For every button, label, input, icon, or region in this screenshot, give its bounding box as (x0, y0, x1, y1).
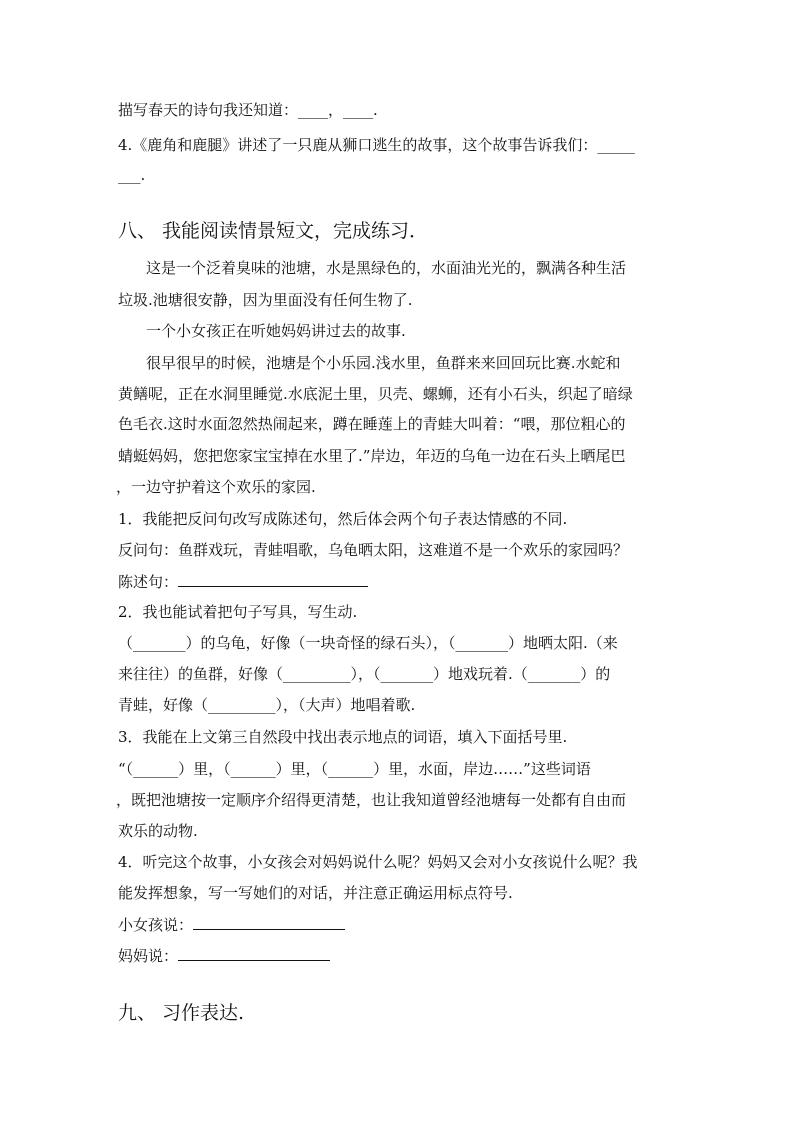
q3-line-3: 欢乐的动物. (118, 822, 198, 840)
passage-line-6: 色毛衣.这时水面忽然热闹起来，蹲在睡莲上的青蛙大叫着：“喂，那位粗心的 (118, 415, 626, 433)
passage-line-4: 很早很早的时候，池塘是个小乐园.浅水里，鱼群来来回回玩比赛.水蛇和 (146, 354, 621, 372)
q2-line-3: 青蛙，好像（_________），（大声）地唱着歌. (118, 696, 416, 714)
section-8-heading: 八、 我能阅读情景短文，完成练习． (118, 220, 429, 242)
section-9-heading: 九、 习作表达. (118, 1002, 245, 1024)
q4-girl (118, 914, 345, 935)
q3-title: 3．我能在上文第三自然段中找出表示地点的词语，填入下面括号里. (118, 728, 568, 746)
q3-line-1: “（______）里，（______）里，（______）里，水面，岸边……”这些词语 (118, 760, 591, 778)
q1-title: 1．我能把反问句改写成陈述句，然后体会两个句子表达情感的不同. (118, 510, 568, 528)
passage-line-1: 这是一个泛着臭味的池塘，水是黑绿色的，水面油光光的，飘满各种生活 (146, 259, 627, 277)
q2-title: 2．我也能试着把句子写具，写生动. (118, 603, 358, 621)
q3-line-2: ，既把池塘按一定顺序介绍得更清楚，也让我知道曾经池塘每一处都有自由而 (116, 791, 627, 809)
q2-line-1: （_______）的乌龟，好像（一块奇怪的绿石头），（_______）地晒太阳.（来 (118, 634, 618, 652)
q4-mom (118, 945, 330, 966)
q1-rhetorical: 反问句：鱼群戏玩，青蛙唱歌，乌龟晒太阳，这难道不是一个欢乐的家园吗？ (118, 541, 629, 559)
question-4-deer: 4.《鹿角和鹿腿》讲述了一只鹿从狮口逃生的故事，这个故事告诉我们：_____ (118, 136, 635, 154)
q1-statement (118, 571, 368, 592)
q4-mom-blank[interactable] (178, 945, 330, 961)
q4-mom-label: 妈妈说： (118, 947, 179, 965)
q2-line-2: 来往往）的鱼群，好像（_________），（_______）地戏玩着.（_______）的 (118, 665, 611, 683)
passage-line-7: 蜻蜓妈妈，您把您家宝宝掉在水里了.”岸边，年迈的乌龟一边在石头上晒尾巴 (118, 447, 626, 465)
passage-line-3: 一个小女孩正在听她妈妈讲过去的故事. (146, 322, 406, 340)
q4-girl-label: 小女孩说： (118, 916, 194, 934)
passage-line-5: 黄鳝呢，正在水洞里睡觉.水底泥土里，贝壳、螺蛳，还有小石头，织起了暗绿 (118, 385, 633, 403)
question-4-deer-cont: ___. (118, 166, 146, 184)
passage-line-8: ，一边守护着这个欢乐的家园. (116, 478, 316, 496)
q1-statement-label: 陈述句： (118, 573, 179, 591)
q4-line-2: 能发挥想象，写一写她们的对话，并注意正确运用标点符号. (118, 884, 513, 902)
poem-line: 描写春天的诗句我还知道：____，____. (118, 101, 378, 119)
q4-girl-blank[interactable] (193, 914, 345, 930)
q1-answer-blank[interactable] (178, 571, 368, 587)
passage-line-2: 垃圾.池塘很安静，因为里面没有任何生物了. (118, 291, 413, 309)
q4-line-1: 4．听完这个故事，小女孩会对妈妈说什么呢？妈妈又会对小女孩说什么呢？我 (118, 853, 638, 871)
